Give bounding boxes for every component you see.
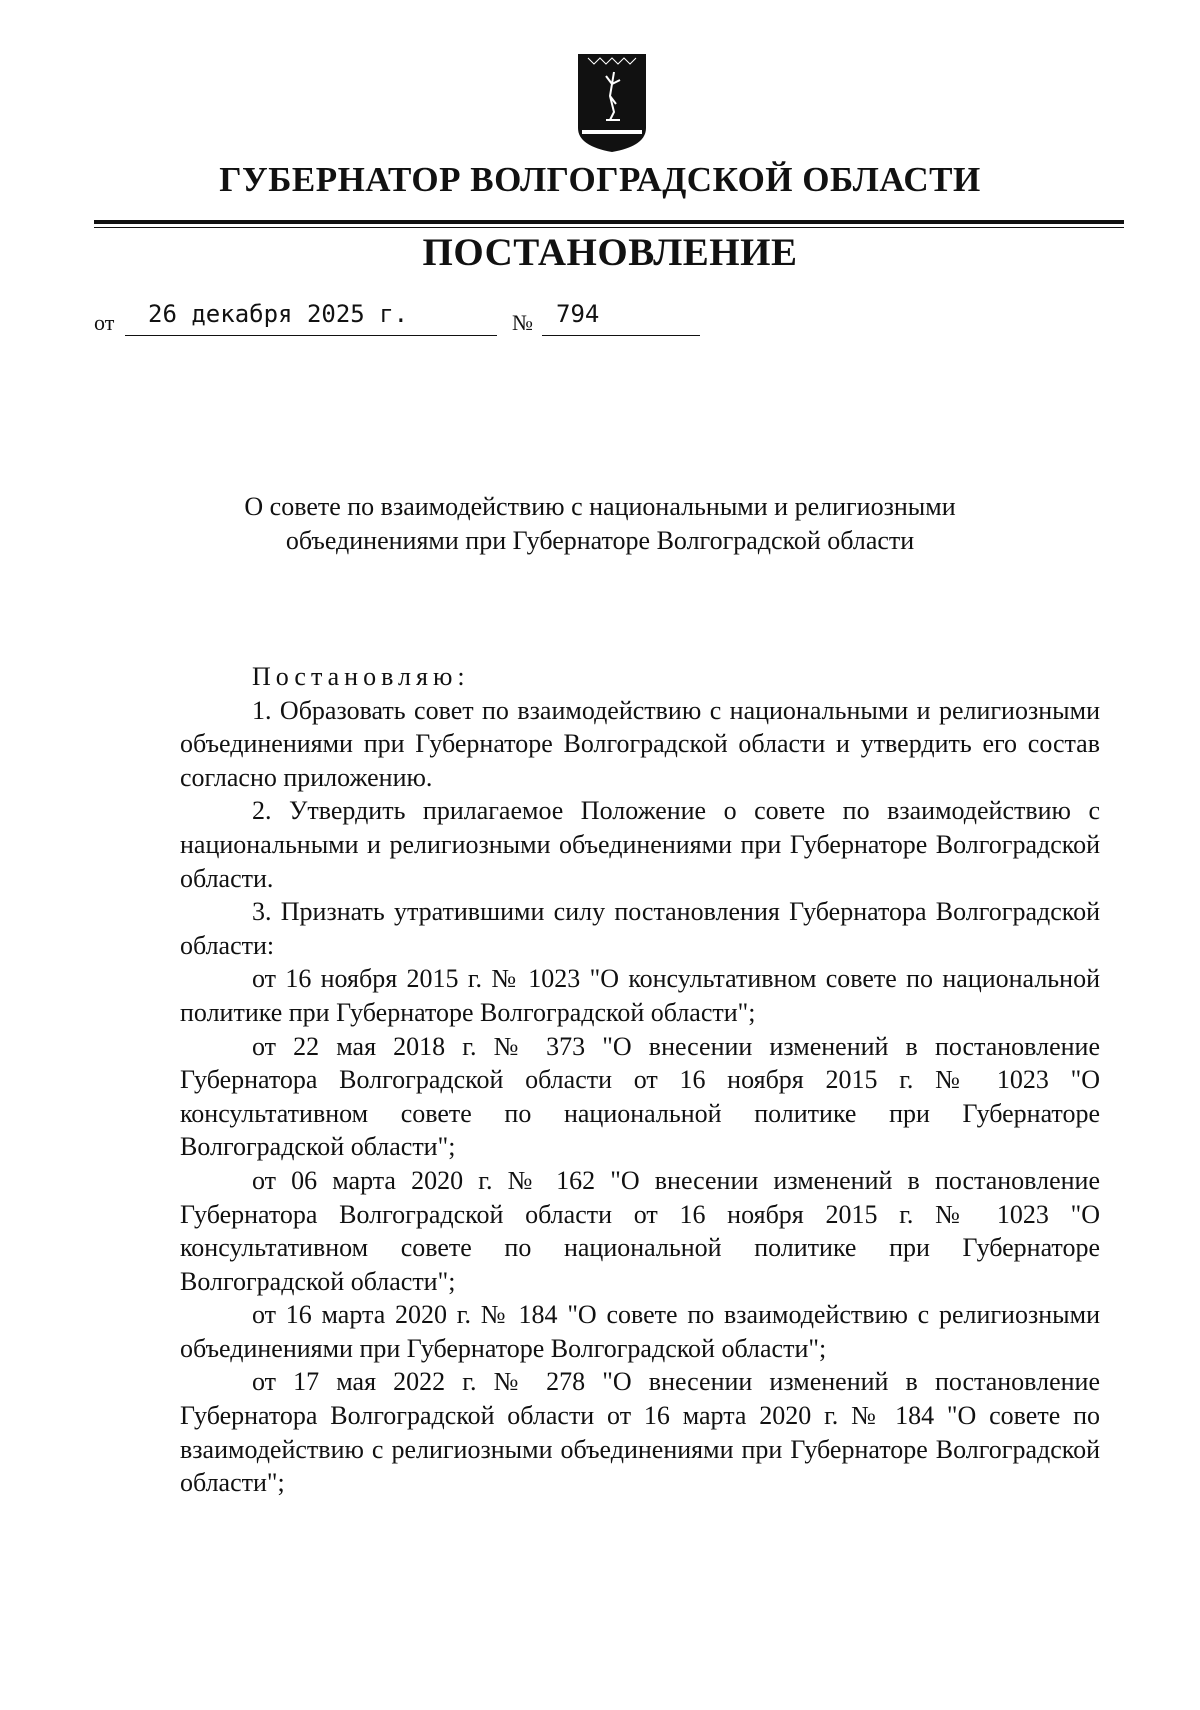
- body-paragraph: от 16 ноября 2015 г. № 1023 "О консультативном совете по национальной политике при Губернаторе Волгоградской области";: [180, 964, 1100, 1027]
- number-underline: [542, 335, 700, 336]
- header-rule-thin: [94, 227, 1124, 228]
- date-underline: [125, 335, 497, 336]
- subject-line: О совете по взаимодействию с национальными и религиозными: [244, 492, 956, 521]
- date-prefix: от: [94, 310, 115, 335]
- document-subject: [190, 490, 1010, 558]
- header-rule-thick: [94, 220, 1124, 224]
- coat-of-arms-icon: [570, 50, 654, 154]
- document-type-title: ПОСТАНОВЛЕНИЕ: [422, 231, 798, 274]
- document-body: [180, 660, 1100, 1500]
- subject-line: объединениями при Губернаторе Волгоградской области: [285, 526, 915, 555]
- decree-word: Постановляю:: [252, 662, 470, 691]
- body-paragraph: 1. Образовать совет по взаимодействию с национальными и религиозными объединениями при Губернаторе Волгоградской области и утвердить его состав согласно приложению.: [180, 695, 1100, 792]
- issuing-authority: ГУБЕРНАТОР ВОЛГОГРАДСКОЙ ОБЛАСТИ: [219, 160, 981, 199]
- document-date: 26 декабря 2025 г.: [148, 300, 409, 328]
- number-prefix: №: [512, 310, 533, 335]
- body-paragraph: от 22 мая 2018 г. № 373 "О внесении изменений в постановление Губернатора Волгоградской области от 16 ноября 2015 г. № 1023 "О консультативном совете по национальной политике при Губернаторе Волгоградской области";: [180, 1031, 1100, 1162]
- body-paragraph: от 16 марта 2020 г. № 184 "О совете по взаимодействию с религиозными объединениями при Губернаторе Волгоградской области";: [180, 1300, 1100, 1363]
- body-paragraph: от 17 мая 2022 г. № 278 "О внесении изменений в постановление Губернатора Волгоградской области от 16 марта 2020 г. № 184 "О совете по взаимодействию с религиозными объединениями при Губернаторе Волгоградской области";: [180, 1367, 1100, 1498]
- body-paragraph: от 06 марта 2020 г. № 162 "О внесении изменений в постановление Губернатора Волгоградской области от 16 ноября 2015 г. № 1023 "О консультативном совете по национальной политике при Губернаторе Волгоградской области";: [180, 1165, 1100, 1296]
- body-paragraph: 2. Утвердить прилагаемое Положение о совете по взаимодействию с национальными и религиозными объединениями при Губернаторе Волгоградской области.: [180, 796, 1100, 893]
- body-paragraph: 3. Признать утратившими силу постановления Губернатора Волгоградской области:: [180, 897, 1100, 960]
- document-number: 794: [556, 300, 600, 328]
